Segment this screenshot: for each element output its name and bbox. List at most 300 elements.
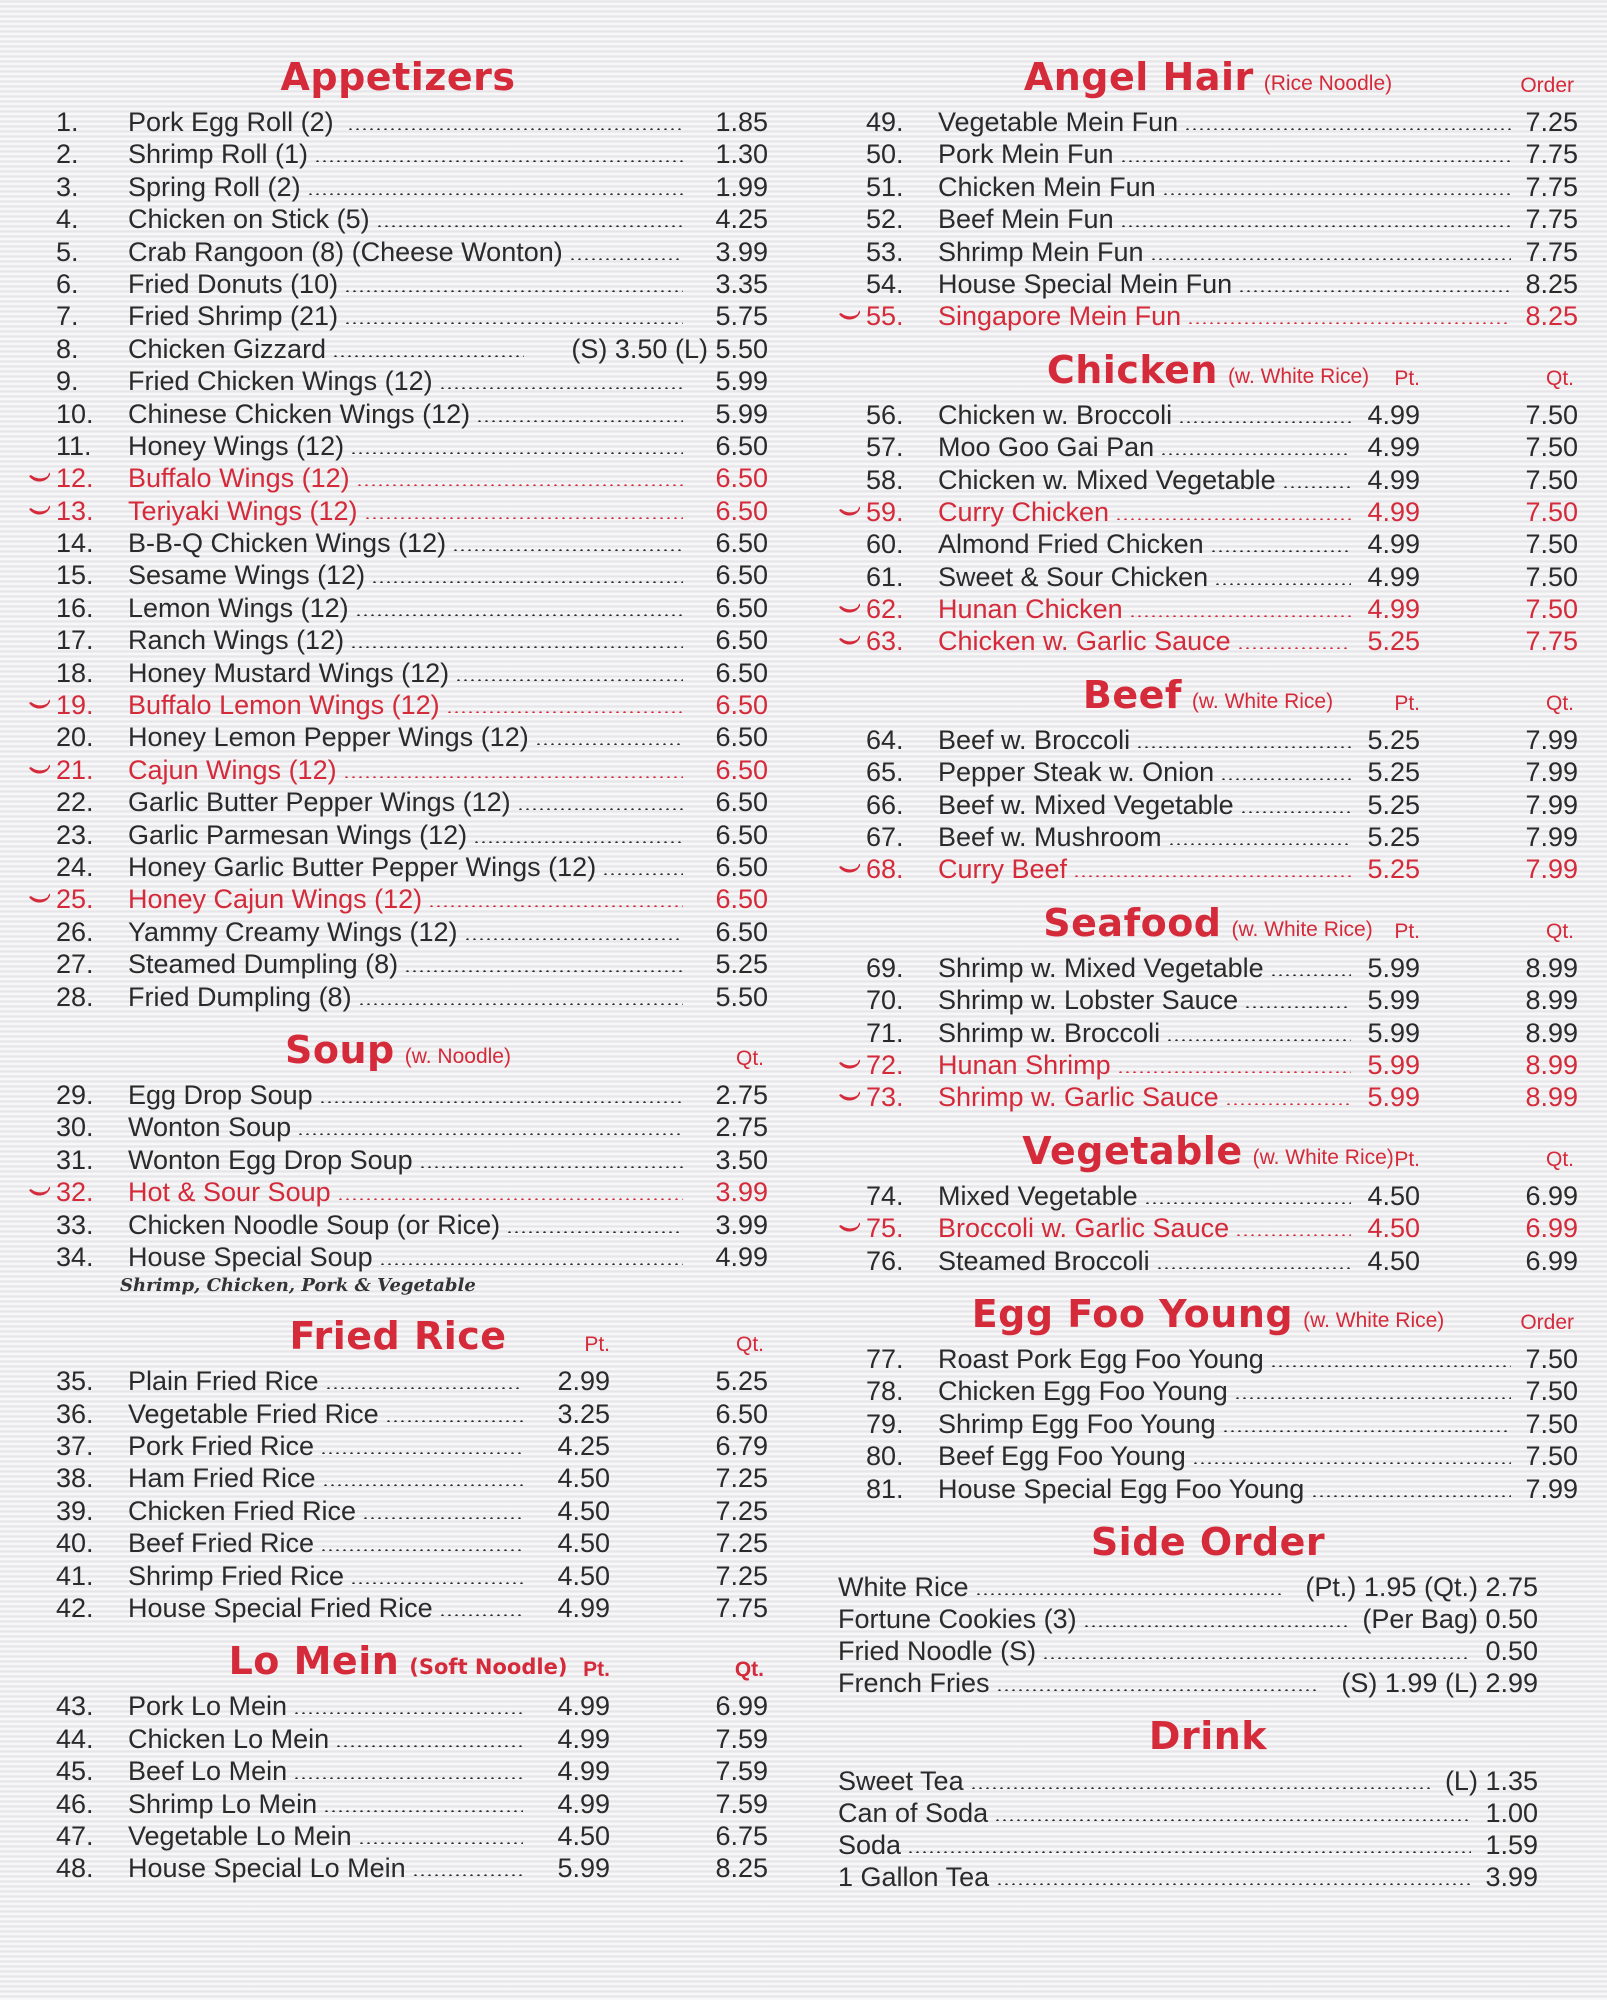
column-header-quart: Qt. xyxy=(735,1046,764,1070)
menu-item-row xyxy=(28,138,768,170)
item-name: House Special Egg Foo Young xyxy=(938,1473,1305,1504)
item-price-pint: 4.99 xyxy=(1367,464,1420,495)
item-price: (Pt.) 1.95 (Qt.) 2.75 xyxy=(1305,1571,1538,1602)
item-number: 12. xyxy=(56,463,94,494)
item-price-quart: 7.25 xyxy=(715,1495,768,1526)
item-number: 34. xyxy=(56,1241,94,1272)
item-price-quart: 6.99 xyxy=(1525,1213,1578,1244)
leader-dots xyxy=(293,1712,523,1714)
menu-item-row xyxy=(28,203,768,235)
column-header-quart: Qt. xyxy=(1545,691,1574,715)
menu-item-row xyxy=(28,851,768,883)
menu-item-row xyxy=(28,462,768,494)
item-price: 3.35 xyxy=(715,268,768,299)
column-header-quart: Qt. xyxy=(735,1333,764,1357)
column-header-quart: Qt. xyxy=(1545,919,1574,943)
menu-item-row xyxy=(28,1690,768,1722)
leader-dots xyxy=(1282,486,1352,488)
leader-dots xyxy=(337,1198,684,1200)
item-number: 69. xyxy=(866,952,904,983)
item-price-quart: 6.99 xyxy=(715,1691,768,1722)
left-column xyxy=(28,40,768,1885)
leader-dots xyxy=(428,905,683,907)
leader-dots xyxy=(320,1452,523,1454)
item-number: 77. xyxy=(866,1343,904,1374)
leader-dots xyxy=(1225,1103,1352,1105)
leader-dots xyxy=(1238,290,1511,292)
item-name: Roast Pork Egg Foo Young xyxy=(938,1343,1264,1374)
item-number: 36. xyxy=(56,1398,94,1429)
item-number: 24. xyxy=(56,851,94,882)
item-name: Pork Egg Roll (2) xyxy=(128,107,334,137)
menu-item-row xyxy=(838,1635,1578,1667)
leader-dots xyxy=(1120,160,1512,162)
leader-dots xyxy=(307,193,684,195)
leader-dots xyxy=(1234,1397,1511,1399)
menu-item-row xyxy=(838,1797,1578,1829)
item-name: Teriyaki Wings (12) xyxy=(128,495,358,526)
item-name: Fried Chicken Wings (12) xyxy=(128,366,433,397)
item-price-pint: 4.25 xyxy=(557,1431,610,1462)
item-name: Vegetable Lo Mein xyxy=(128,1820,352,1851)
menu-item-row xyxy=(28,1430,768,1462)
item-price-quart: 7.99 xyxy=(1525,724,1578,755)
item-name: House Special Fried Rice xyxy=(128,1593,433,1624)
item-price: (L) 1.35 xyxy=(1444,1765,1538,1796)
item-price-pint: 3.25 xyxy=(557,1398,610,1429)
item-name: Crab Rangoon (8) (Cheese Wonton) xyxy=(128,236,563,267)
item-price-pint: 5.99 xyxy=(1367,985,1420,1016)
menu-item-row xyxy=(28,981,768,1013)
item-price: 1.99 xyxy=(715,171,768,202)
item-number: 53. xyxy=(866,236,904,267)
item-price-quart: 8.99 xyxy=(1525,952,1578,983)
section-title xyxy=(838,900,1578,953)
item-number: 8. xyxy=(56,333,79,364)
leader-dots xyxy=(1042,1657,1471,1659)
item-name: Shrimp w. Mixed Vegetable xyxy=(938,952,1264,983)
leader-dots xyxy=(358,1842,524,1844)
menu-item-row xyxy=(838,1667,1578,1699)
menu-item-row xyxy=(28,365,768,397)
leader-dots xyxy=(1115,518,1351,520)
item-number: 4. xyxy=(56,204,79,235)
leader-dots xyxy=(323,1810,523,1812)
item-price-pint: 5.25 xyxy=(1367,854,1420,885)
menu-item-row xyxy=(28,1111,768,1143)
item-name: Lemon Wings (12) xyxy=(128,592,349,623)
section-subtitle: (w. White Rice) xyxy=(1231,917,1373,941)
menu-item-row xyxy=(838,1603,1578,1635)
item-name: B-B-Q Chicken Wings (12) xyxy=(128,528,447,559)
item-name: Shrimp Fried Rice xyxy=(128,1560,345,1591)
item-name: Wonton Egg Drop Soup xyxy=(128,1144,413,1175)
leader-dots xyxy=(1120,225,1512,227)
leader-dots xyxy=(1117,1071,1352,1073)
item-price-quart: 7.99 xyxy=(1525,822,1578,853)
item-price: 5.75 xyxy=(715,301,768,332)
item-name: Chicken Lo Mein xyxy=(128,1723,330,1754)
item-number: 2. xyxy=(56,139,79,170)
item-name: Pepper Steak w. Onion xyxy=(938,757,1215,788)
item-price: 6.50 xyxy=(715,463,768,494)
section-vegetable xyxy=(838,1128,1578,1277)
leader-dots xyxy=(356,484,684,486)
item-price-pint: 4.99 xyxy=(557,1691,610,1722)
leader-dots xyxy=(362,1517,523,1519)
item-price-pint: 4.50 xyxy=(1367,1213,1420,1244)
leader-dots xyxy=(1235,1234,1351,1236)
item-price-quart: 7.59 xyxy=(715,1756,768,1787)
item-name: Chicken w. Broccoli xyxy=(938,399,1173,430)
item-number: 42. xyxy=(56,1593,94,1624)
item-price-quart: 7.59 xyxy=(715,1788,768,1819)
item-name: Fortune Cookies (3) xyxy=(838,1603,1077,1634)
item-price: 4.25 xyxy=(715,204,768,235)
item-number: 65. xyxy=(866,757,904,788)
item-price-pint: 4.99 xyxy=(1367,561,1420,592)
section-title xyxy=(838,347,1578,400)
menu-item-row xyxy=(838,528,1578,560)
item-name: Cajun Wings (12) xyxy=(128,754,337,785)
section-subtitle: (w. Noodle) xyxy=(404,1044,511,1068)
item-name: Spring Roll (2) xyxy=(128,171,301,202)
leader-dots xyxy=(1129,615,1352,617)
menu-item-row xyxy=(838,984,1578,1016)
item-number: 63. xyxy=(866,626,904,657)
menu-item-row xyxy=(838,1245,1578,1277)
column-header-quart: Order xyxy=(1520,74,1574,97)
column-header-pint: Pt. xyxy=(583,1658,610,1682)
section-title xyxy=(838,672,1578,725)
item-number: 57. xyxy=(866,432,904,463)
leader-dots xyxy=(1270,1365,1511,1367)
item-number: 40. xyxy=(56,1528,94,1559)
item-price: 2.75 xyxy=(715,1079,768,1110)
menu-item-row xyxy=(28,592,768,624)
menu-item-row xyxy=(28,1365,768,1397)
section-header xyxy=(838,1519,1578,1571)
column-header-pint: Pt. xyxy=(584,1333,610,1357)
leader-dots xyxy=(439,1614,524,1616)
item-number: 66. xyxy=(866,789,904,820)
item-price-pint: 4.50 xyxy=(557,1528,610,1559)
item-price: 6.50 xyxy=(715,916,768,947)
item-price-quart: 8.99 xyxy=(1525,1049,1578,1080)
leader-dots xyxy=(1160,453,1351,455)
item-number: 33. xyxy=(56,1209,94,1240)
menu-item-row xyxy=(28,268,768,300)
item-number: 45. xyxy=(56,1756,94,1787)
item-number: 19. xyxy=(56,690,94,721)
item-number: 7. xyxy=(56,301,79,332)
item-name: Beef Fried Rice xyxy=(128,1528,315,1559)
leader-dots xyxy=(344,322,683,324)
item-price: 4.99 xyxy=(715,1241,768,1272)
leader-dots xyxy=(970,1787,1431,1789)
item-price-quart: 6.99 xyxy=(1525,1245,1578,1276)
item-price: 5.99 xyxy=(715,398,768,429)
section-header xyxy=(838,54,1578,106)
leader-dots xyxy=(1184,128,1511,130)
leader-dots xyxy=(1270,974,1352,976)
item-price: 1.30 xyxy=(715,139,768,170)
item-price: 6.50 xyxy=(715,754,768,785)
item-price-quart: 8.99 xyxy=(1525,1082,1578,1113)
item-price-quart: 7.75 xyxy=(715,1593,768,1624)
menu-item-row xyxy=(838,593,1578,625)
item-price: 2.75 xyxy=(715,1112,768,1143)
section-title xyxy=(28,1638,768,1690)
item-price-quart: 6.75 xyxy=(715,1820,768,1851)
section-header xyxy=(28,1638,768,1690)
menu-item-row xyxy=(838,1180,1578,1212)
menu-item-row xyxy=(838,496,1578,528)
item-name: Hunan Shrimp xyxy=(938,1049,1111,1080)
item-price: (Per Bag) 0.50 xyxy=(1362,1603,1538,1634)
item-price: 6.50 xyxy=(715,528,768,559)
item-name: Vegetable Fried Rice xyxy=(128,1398,379,1429)
item-price-pint: 5.25 xyxy=(1367,757,1420,788)
leader-dots xyxy=(452,549,683,551)
item-name: Soda xyxy=(838,1829,902,1860)
leader-dots xyxy=(1187,322,1511,324)
item-number: 39. xyxy=(56,1495,94,1526)
item-name: Vegetable Mein Fun xyxy=(938,107,1179,137)
item-name: Beef Mein Fun xyxy=(938,204,1114,235)
item-name: Singapore Mein Fun xyxy=(938,301,1182,332)
item-price: 7.75 xyxy=(1525,236,1578,267)
menu-item-row xyxy=(28,689,768,721)
chili-pepper-icon xyxy=(838,853,860,885)
item-price-quart: 7.50 xyxy=(1525,432,1578,463)
item-price: 7.75 xyxy=(1525,171,1578,202)
item-price: 1.85 xyxy=(715,107,768,137)
chili-pepper-icon xyxy=(28,754,50,786)
item-name: Shrimp w. Broccoli xyxy=(938,1017,1161,1048)
item-number: 60. xyxy=(866,529,904,560)
item-price-pint: 4.99 xyxy=(1367,496,1420,527)
section-title xyxy=(838,1519,1578,1565)
item-name: Fried Donuts (10) xyxy=(128,268,339,299)
item-number: 46. xyxy=(56,1788,94,1819)
leader-dots xyxy=(1156,1267,1352,1269)
item-number: 6. xyxy=(56,268,79,299)
item-number: 43. xyxy=(56,1691,94,1722)
menu-item-row xyxy=(28,398,768,430)
section-title-text: Soup xyxy=(285,1027,395,1072)
item-name: Fried Shrimp (21) xyxy=(128,301,339,332)
leader-dots xyxy=(602,873,683,875)
item-name: Ranch Wings (12) xyxy=(128,625,345,656)
item-number: 26. xyxy=(56,916,94,947)
item-note: Shrimp, Chicken, Pork & Vegetable xyxy=(120,1275,476,1297)
item-number: 9. xyxy=(56,366,79,397)
item-price-quart: 6.99 xyxy=(1525,1180,1578,1211)
right-column xyxy=(838,40,1578,1893)
item-number: 79. xyxy=(866,1408,904,1439)
menu-item-row xyxy=(28,430,768,462)
item-number: 18. xyxy=(56,657,94,688)
chili-pepper-icon xyxy=(838,593,860,625)
section-title xyxy=(28,1313,768,1359)
item-number: 73. xyxy=(866,1082,904,1113)
leader-dots xyxy=(1166,1039,1351,1041)
leader-dots xyxy=(1220,778,1351,780)
item-number: 35. xyxy=(56,1366,94,1397)
item-number: 32. xyxy=(56,1177,94,1208)
column-header-pint: Pt. xyxy=(1394,919,1420,943)
menu-item-row xyxy=(838,171,1578,203)
leader-dots xyxy=(1178,421,1351,423)
item-number: 70. xyxy=(866,985,904,1016)
item-price-pint: 4.50 xyxy=(557,1495,610,1526)
item-name: Fried Noodle (S) xyxy=(838,1635,1037,1666)
item-price-pint: 4.50 xyxy=(557,1463,610,1494)
chili-pepper-icon xyxy=(28,883,50,915)
leader-dots xyxy=(350,452,683,454)
item-name: Chicken Egg Foo Young xyxy=(938,1376,1228,1407)
menu-item-row xyxy=(838,1408,1578,1440)
menu-item-row xyxy=(28,1462,768,1494)
item-name: Beef w. Mushroom xyxy=(938,822,1162,853)
item-name: Pork Fried Rice xyxy=(128,1431,315,1462)
item-name: Beef Egg Foo Young xyxy=(938,1441,1186,1472)
section-chicken xyxy=(838,347,1578,658)
leader-dots xyxy=(364,517,684,519)
item-price: 7.75 xyxy=(1525,204,1578,235)
leader-dots xyxy=(325,1387,524,1389)
section-title xyxy=(28,1027,768,1080)
menu-item-row xyxy=(28,171,768,203)
section-title-text: Seafood xyxy=(1043,900,1222,945)
item-price: 6.50 xyxy=(715,851,768,882)
section-beef xyxy=(838,672,1578,886)
item-name: Sweet Tea xyxy=(838,1765,964,1796)
section-drink xyxy=(838,1713,1578,1893)
item-price-quart: 7.99 xyxy=(1525,854,1578,885)
item-number: 37. xyxy=(56,1431,94,1462)
section-header xyxy=(838,1713,1578,1765)
item-price-quart: 7.99 xyxy=(1525,789,1578,820)
item-price-pint: 4.99 xyxy=(1367,432,1420,463)
item-name: Mixed Vegetable xyxy=(938,1180,1138,1211)
item-number: 50. xyxy=(866,139,904,170)
menu-item-row xyxy=(28,1241,768,1273)
menu-item-row xyxy=(28,559,768,591)
item-price-quart: 7.25 xyxy=(715,1528,768,1559)
item-price-pint: 5.25 xyxy=(1367,724,1420,755)
item-price: 7.50 xyxy=(1525,1376,1578,1407)
item-name: Steamed Broccoli xyxy=(938,1245,1150,1276)
item-price-quart: 7.50 xyxy=(1525,464,1578,495)
item-name: Steamed Dumpling (8) xyxy=(128,949,399,980)
item-name: Chicken w. Garlic Sauce xyxy=(938,626,1231,657)
item-price-quart: 7.25 xyxy=(715,1560,768,1591)
menu-item-row xyxy=(28,1723,768,1755)
section-title-text: Side Order xyxy=(1090,1519,1326,1564)
menu-item-row xyxy=(28,916,768,948)
leader-dots xyxy=(1083,1625,1349,1627)
menu-item-row xyxy=(838,1829,1578,1861)
section-title-text: Lo Mein xyxy=(228,1639,400,1684)
chili-pepper-icon xyxy=(28,689,50,721)
menu-item-row xyxy=(28,754,768,786)
item-number: 15. xyxy=(56,560,94,591)
leader-dots xyxy=(975,1593,1284,1595)
item-price-pint: 5.25 xyxy=(1367,626,1420,657)
leader-dots xyxy=(371,581,683,583)
menu-item-row xyxy=(838,1440,1578,1472)
menu-item-row xyxy=(28,1398,768,1430)
item-name: Egg Drop Soup xyxy=(128,1079,313,1110)
leader-dots xyxy=(464,938,684,940)
leader-dots xyxy=(350,646,683,648)
item-number: 80. xyxy=(866,1441,904,1472)
item-name: Chicken Mein Fun xyxy=(938,171,1156,202)
item-name: Yammy Creamy Wings (12) xyxy=(128,916,458,947)
section-title xyxy=(838,54,1578,107)
item-price-pint: 5.99 xyxy=(1367,1017,1420,1048)
section-subtitle: (w. White Rice) xyxy=(1191,689,1334,713)
leader-dots xyxy=(517,808,684,810)
item-number: 30. xyxy=(56,1112,94,1143)
section-subtitle: (w. White Rice) xyxy=(1252,1145,1394,1169)
item-number: 54. xyxy=(866,268,904,299)
item-price: 5.50 xyxy=(715,981,768,1012)
menu-item-row xyxy=(838,138,1578,170)
item-number: 55. xyxy=(866,301,904,332)
menu-item-row xyxy=(838,268,1578,300)
section-subtitle: (Rice Noodle) xyxy=(1263,72,1393,95)
leader-dots xyxy=(1192,1462,1511,1464)
leader-dots xyxy=(1168,843,1352,845)
item-name: Buffalo Lemon Wings (12) xyxy=(128,690,440,721)
item-price-pint: 4.99 xyxy=(557,1593,610,1624)
item-number: 47. xyxy=(56,1820,94,1851)
item-name: Honey Mustard Wings (12) xyxy=(128,657,450,688)
item-price: 6.50 xyxy=(715,690,768,721)
item-name: Almond Fried Chicken xyxy=(938,529,1204,560)
item-name: Sesame Wings (12) xyxy=(128,560,366,591)
item-name: Garlic Butter Pepper Wings (12) xyxy=(128,787,511,818)
menu-item-row xyxy=(28,1176,768,1208)
item-price-quart: 7.99 xyxy=(1525,757,1578,788)
item-number: 67. xyxy=(866,822,904,853)
column-header-quart: Qt. xyxy=(1545,1147,1574,1171)
section-subtitle: (w. White Rice) xyxy=(1227,364,1370,388)
menu-item-row xyxy=(28,527,768,559)
leader-dots xyxy=(1311,1495,1512,1497)
item-name: Hot & Sour Soup xyxy=(128,1177,331,1208)
menu-item-row xyxy=(838,756,1578,788)
menu-item-row xyxy=(28,1527,768,1559)
item-number: 58. xyxy=(866,464,904,495)
item-price: 3.99 xyxy=(715,1177,768,1208)
item-price: 7.99 xyxy=(1525,1473,1578,1504)
item-number: 3. xyxy=(56,171,79,202)
column-header-pint: Pt. xyxy=(1394,366,1420,390)
menu-item-row xyxy=(838,106,1578,138)
item-price-pint: 5.99 xyxy=(1367,952,1420,983)
menu-item-row xyxy=(28,106,768,138)
item-price-pint: 4.99 xyxy=(557,1788,610,1819)
leader-dots xyxy=(314,160,683,162)
leader-dots xyxy=(1214,583,1351,585)
item-name: House Special Soup xyxy=(128,1241,373,1272)
section-seafood xyxy=(838,900,1578,1114)
item-number: 74. xyxy=(866,1180,904,1211)
